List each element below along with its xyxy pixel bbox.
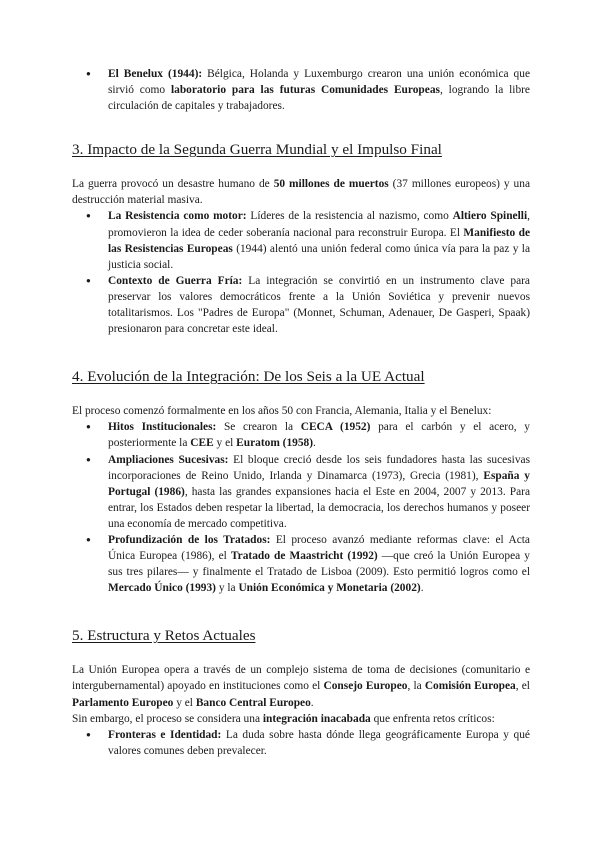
section-5-heading: 5. Estructura y Retos Actuales (72, 627, 256, 645)
list-item-fronteras: ● Fronteras e Identidad: La duda sobre hasta dónde llega geográficamente Europa y qué valores comunes deben prevalecer. (72, 727, 530, 759)
list-item-guerra-fria: ● Contexto de Guerra Fría: La integración se convirtió en un instrumento clave para preservar los valores democráticos frente a la Unión Soviética y prevenir nuevos totalitarismos. Los "Padres de Europa" (Monnet, Schuman, Adenauer, De Gasperi, Spaak) presionaron para concretar este ideal. (72, 273, 530, 337)
section-4-heading: 4. Evolución de la Integración: De los Seis a la UE Actual (72, 368, 425, 386)
section-3-heading: 3. Impacto de la Segunda Guerra Mundial y el Impulso Final (72, 141, 442, 159)
section-4-list (72, 419, 530, 596)
list-item-benelux: ● El Benelux (1944): Bélgica, Holanda y Luxemburgo crearon una unión económica que sirvió como laboratorio para las futuras Comunidades Europeas, logrando la libre circulación de capitales y trabajadores. (72, 66, 530, 114)
section-4-paragraph: El proceso comenzó formalmente en los años 50 con Francia, Alemania, Italia y el Benelux: (72, 405, 492, 418)
document-page (72, 66, 530, 759)
list-item-ampliaciones: ● Ampliaciones Sucesivas: El bloque creció desde los seis fundadores hasta las sucesivas incorporaciones de Reino Unido, Irlanda y Dinamarca (1973), Grecia (1981), España y Portugal (1986), hasta las grandes expansiones hacia el Este en 2004, 2007 y 2013. Para entrar, los Estados deben respetar la libertad, la democracia, los derechos humanos y poseer una economía de mercado competitiva. (72, 452, 530, 532)
benelux-list (72, 66, 530, 114)
section-5-paragraph-2: Sin embargo, el proceso se considera una integración inacabada que enfrenta retos críticos: (72, 712, 495, 725)
section-5-paragraph-1: La Unión Europea opera a través de un complejo sistema de toma de decisiones (comunitario e intergubernamental) apoyado en instituciones como el Consejo Europeo, la Comisión Europea, el Parlamento Europeo y el Banco Central Europeo. (72, 664, 530, 709)
section-5-list (72, 727, 530, 759)
section-3-paragraph: La guerra provocó un desastre humano de 50 millones de muertos (37 millones europeos) y una destrucción material masiva. (72, 178, 530, 207)
list-item-tratados: ● Profundización de los Tratados: El proceso avanzó mediante reformas clave: el Acta Única Europea (1986), el Tratado de Maastricht (1992) —que creó la Unión Europea y sus tres pilares— y finalmente el Tratado de Lisboa (2009). Esto permitió logros como el Mercado Único (1993) y la Unión Económica y Monetaria (2002). (72, 532, 530, 596)
list-item-hitos: ● Hitos Institucionales: Se crearon la CECA (1952) para el carbón y el acero, y posteriormente la CEE y el Euratom (1958). (72, 419, 530, 451)
section-3-list (72, 208, 530, 337)
list-item-resistencia: ● La Resistencia como motor: Líderes de la resistencia al nazismo, como Altiero Spinelli, promovieron la idea de ceder soberanía nacional para reconstruir Europa. El Manifiesto de las Resistencias Europeas (1944) alentó una unión federal como única vía para la paz y la justicia social. (72, 208, 530, 272)
